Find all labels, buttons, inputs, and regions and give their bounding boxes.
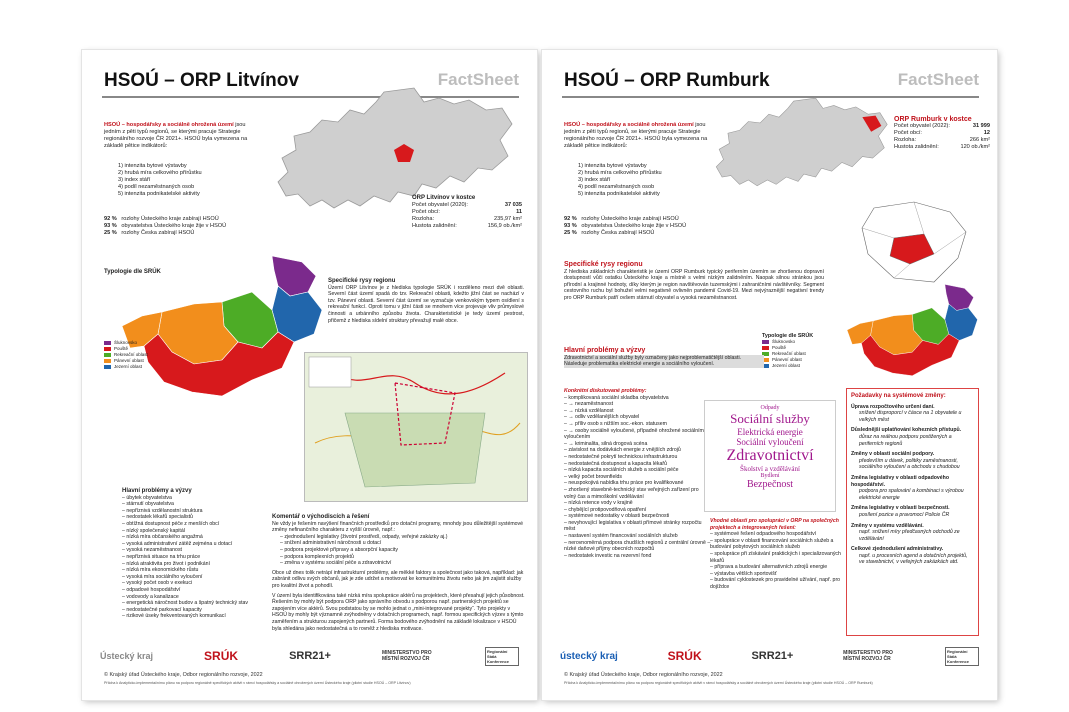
req-detail: např. u procesních agend a dotačních projektů, ve stavebnictví, v veřejných zakázkách atd. xyxy=(859,552,968,566)
page-title: HSOÚ – ORP Rumburk xyxy=(564,70,770,91)
bullet-marker: – xyxy=(564,486,569,493)
list-item-text: obtížná dostupnost péče z menších obcí xyxy=(126,520,220,527)
indicator-item: 3) index stáří xyxy=(578,177,611,183)
detail-map-drawing xyxy=(305,353,527,501)
legend-label: Šluknovsko xyxy=(114,340,138,345)
factsheet-page-litvinov xyxy=(82,50,537,700)
list-item xyxy=(280,547,526,554)
indicator-item: 5) intenzita podnikatelské aktivity xyxy=(118,191,200,197)
stat-text: rozlohy Ústeckého kraje zabírají HSOÚ xyxy=(121,216,219,222)
typology-map xyxy=(102,256,332,402)
indicator-item: 1) intenzita bytové výstavby xyxy=(578,163,647,169)
bullet-marker: – xyxy=(122,494,127,501)
req-heading: Celkové zjednodušení administrativy. xyxy=(851,546,944,553)
req-heading: Změna legislativy v oblasti odpadového hospodářství. xyxy=(851,474,950,488)
list-item xyxy=(564,461,712,468)
list-item-text: systémové řešení odpadového hospodářství xyxy=(714,531,817,538)
legend-label: Šluknovsko xyxy=(772,339,796,344)
list-item-text: → kriminalita, silná drogová scéna xyxy=(568,440,648,447)
bullet-marker: – xyxy=(710,570,715,577)
list-item-text: chybějící protipovodňová opatření xyxy=(568,506,647,513)
bullet-marker: – xyxy=(710,550,715,557)
list-item-text: nedostatečné parkovací kapacity xyxy=(126,606,202,613)
bullet-marker: – xyxy=(564,427,569,434)
typology-map xyxy=(834,280,984,384)
bullet-marker: – xyxy=(122,501,127,508)
list-item xyxy=(122,553,285,561)
list-item xyxy=(564,537,715,553)
bullet-marker: – xyxy=(122,567,127,574)
list-item xyxy=(564,401,712,408)
indicator-item: 3) index stáří xyxy=(118,177,151,183)
comment-section xyxy=(272,514,526,632)
key-fact-value: 11 xyxy=(516,209,522,215)
req-list xyxy=(851,404,974,566)
list-item-text: → nízká vzdělanost xyxy=(568,407,614,414)
list-item-text: změna v systému sociální péče a zdravotnictví xyxy=(284,560,392,567)
list-item xyxy=(710,531,844,538)
cooperation-section xyxy=(710,518,844,591)
logo-sruk: SRÚK xyxy=(667,649,702,663)
req-heading: Úprava rozpočtového určení daní. xyxy=(851,403,935,410)
list-item xyxy=(280,554,526,561)
legend-item xyxy=(762,363,813,369)
list-item xyxy=(122,587,282,594)
list-item-text: nízký společenský kapitál xyxy=(126,527,185,534)
list-item-text: odpadové hospodářství xyxy=(126,586,181,593)
stats-block xyxy=(564,216,686,237)
key-fact-value: 12 xyxy=(983,130,990,136)
intro-paragraph xyxy=(104,122,254,150)
stats-block xyxy=(104,216,226,237)
detail-map xyxy=(304,352,528,502)
key-fact-value: 120 ob./km² xyxy=(960,144,990,150)
key-fact-label: Počet obcí: xyxy=(412,209,440,215)
specific-text: Z hlediska základních charakteristik je území ORP Rumburk typický periferním územím se zhoršenou dopravní dostupností vůči ostatku Ústeckého kraje a místně s velmi nízkým zalidněním. Naopak silnou stránkou jsou přírodní a krajinné hodnoty, díky kterým je region navštěvován tuzemskými i zahraničními návštěvníky. Segment cestovního ruchu byl bohužel velmi negativně ovlivněn pandemií Covid-19. Mezi nejvýraznější negativní trendy pro ORP Rumburk patří ovšem stárnutí obyvatel a vysoká nezaměstnanost. xyxy=(564,268,824,301)
logo-mmr: MINISTERSTVO PRO MÍSTNÍ ROZVOJ ČR xyxy=(843,650,893,662)
list-item xyxy=(122,514,282,521)
list-item-text: snížení administrativní náročnosti u dotací xyxy=(284,540,382,547)
list-item-text: výstavba větších sportovišť xyxy=(714,570,777,577)
stat-text: rozlohy Ústeckého kraje zabírají HSOÚ xyxy=(581,216,679,222)
bullet-marker: – xyxy=(280,533,285,540)
key-fact-label: Rozloha: xyxy=(412,216,435,222)
key-fact-label: Počet obcí: xyxy=(894,130,922,136)
bullet-marker: – xyxy=(564,414,569,421)
list-item xyxy=(710,571,844,578)
indicator-list xyxy=(578,163,662,198)
list-item xyxy=(564,500,712,507)
list-item xyxy=(564,513,712,520)
list-item-text: energetická náročnost budov a špatný technický stav xyxy=(126,600,249,607)
stat-text: obyvatelstva Ústeckého kraje žije v HSOÚ xyxy=(581,223,687,229)
factsheet-label: FactSheet xyxy=(897,70,979,89)
typology-legend xyxy=(104,340,148,370)
list-item xyxy=(564,520,712,533)
req-detail: především u dávek, politiky zaměstnanosti, sociálního vyloučení a obchodu s chudobou xyxy=(859,457,960,471)
list-item-text: nedostatečné pokrytí technickou infrastrukturou xyxy=(568,453,678,460)
list-item-text: → osoby sociálně vyloučené, případně ohrožené sociálním vyloučením xyxy=(564,427,704,441)
cloud-word: Sociální vyloučení xyxy=(736,437,804,447)
list-item xyxy=(564,408,712,415)
list-item xyxy=(122,567,282,574)
list-item-text: velký počet brownfields xyxy=(568,473,622,480)
list-item-text: nevyhovující legislativa v oblasti přímové stránky rozpočtu měst xyxy=(564,519,702,533)
cloud-word: Odpady xyxy=(760,405,780,411)
logo-rsk: Regionální Stálá Konference xyxy=(485,647,519,666)
comment-text-2: Obce už dnes tolik netrápí infrastrukturní problémy, ale měkké faktory a společnost jako taková, například: jak zabránit odlivu svých občanů, jak je zde udržet a motivovat ke komunitnímu životu nebo jak jim zajistit služby pro kvalitní život a pohodlí. xyxy=(272,569,524,589)
list-item-text: podpora komplexních projektů xyxy=(284,553,354,560)
list-item xyxy=(564,487,712,500)
specific-text: Území ORP Litvínov je z hlediska typologie SRÚK i rozděleno mezi dvě oblasti. Severní část území spadá do tzv. Rekreační oblasti, kdežto jižní část se nachází v tzv. Pánevní oblasti. Severní část území se vyznačuje venkovským typem osídlení s rekreační funkcí. Oproti tomu v jižní části se mnohem více projevuje vliv průmyslové činnosti a urbánního způsobu života. Charakteristické je tedy území pestrost, přičemž z hlediska sídelní struktury převažují malé obce. xyxy=(328,284,524,324)
legend-label: Jezerní oblast xyxy=(772,363,801,368)
problems-section xyxy=(564,348,764,368)
list-item xyxy=(122,546,285,554)
list-item-text: spolupráce v oblasti financování sociálních služeb a budování pobytových sociálních služeb xyxy=(710,537,834,551)
list-item-text: komplikovaná sociální skladba obyvatelstva xyxy=(568,394,669,401)
req-detail: snížení disproporcí v čásce na 1 obyvatele u velkých měst xyxy=(859,410,962,423)
list-item xyxy=(122,501,282,508)
req-heading: Změny v systému vzdělávání. xyxy=(851,522,924,529)
intro-text: jsou jedním z pěti typů regionů, se kterými pracuje Strategie regionálního rozvoje ČR 2021+. HSOÚ byla vymezena na základě pětice indikátorů: xyxy=(564,122,708,149)
stat-pct: 93 % xyxy=(104,223,117,229)
indicator-list xyxy=(118,163,202,198)
bullet-marker: – xyxy=(564,513,569,520)
bullet-marker: – xyxy=(122,540,127,547)
bullet-marker: – xyxy=(122,514,127,521)
page-title: HSOÚ – ORP Litvínov xyxy=(104,70,299,91)
logo-row xyxy=(100,642,519,670)
bullet-marker: – xyxy=(564,467,569,474)
bullet-marker: – xyxy=(280,560,285,567)
bullet-marker: – xyxy=(564,480,569,487)
key-fact-label: Hustota zalidnění: xyxy=(894,144,939,150)
logo-srr21: SRR21+ xyxy=(289,650,331,662)
bullet-marker: – xyxy=(564,533,569,540)
typology-title: Typologie dle SRÚK xyxy=(104,269,161,275)
legend-label: Pouště xyxy=(772,345,787,350)
key-facts-title: ORP Litvínov v kostce xyxy=(412,195,476,201)
logo-mmr: MINISTERSTVO PRO MÍSTNÍ ROZVOJ ČR xyxy=(381,650,432,662)
list-item xyxy=(564,480,712,487)
bullet-marker: – xyxy=(564,401,569,408)
legend-label: Jezerní oblast xyxy=(114,364,143,369)
req-heading: Důslednější uplatňování kohezních přístupů. xyxy=(851,427,962,434)
list-item-text: nízká atraktivita pro život i podnikání xyxy=(126,560,210,567)
problems-summary: Zdravotnictví a sociální služby byly označeny jako nejproblematičtější oblasti. Následuje problematika elektrické energie a sociálního vyloučení. xyxy=(564,355,764,368)
list-item-text: stárnutí obyvatelstva xyxy=(126,501,174,508)
list-item xyxy=(710,564,844,571)
bullet-marker: – xyxy=(122,527,127,534)
cloud-word: Školství a vzdělávání xyxy=(740,465,800,473)
key-fact-value: 235,97 km² xyxy=(494,216,522,222)
bullet-marker: – xyxy=(564,506,569,513)
req-detail: podpora pro spalování a kombinaci s výrobou elektrické energie xyxy=(859,488,964,501)
bullet-marker: – xyxy=(280,553,285,560)
specific-title: Specifické rysy regionu xyxy=(328,278,396,284)
bullet-marker: – xyxy=(710,531,715,538)
comment-title: Komentář o východiscích a řešení xyxy=(272,514,370,520)
intro-text: jsou jedním z pěti typů regionů, se kterými pracuje Strategie regionálního rozvoje ČR 2021+. HSOÚ byla vymezena na základě pětice indikátorů: xyxy=(104,122,248,149)
list-item-text: nízká retence vody v krajině xyxy=(568,500,633,507)
list-item xyxy=(122,613,282,620)
typology-legend xyxy=(762,333,813,369)
list-item-text: → odliv vzdělanějších obyvatel xyxy=(568,414,640,421)
stat-pct: 25 % xyxy=(104,230,117,236)
key-fact-label: Rozloha: xyxy=(894,137,917,143)
list-item-text: nedostatek lékařů specialistů xyxy=(126,514,193,521)
stat-text: rozlohy Česka zabírají HSOÚ xyxy=(121,230,195,236)
stat-pct: 93 % xyxy=(564,223,577,229)
key-fact-value: 266 km² xyxy=(969,137,990,143)
bullet-marker: – xyxy=(564,453,569,460)
list-item xyxy=(122,495,282,502)
comment-items xyxy=(272,534,526,567)
list-item xyxy=(122,580,282,587)
cloud-word: Zdravotnictví xyxy=(726,447,814,464)
legend-label: Pánevní oblast xyxy=(114,358,144,363)
bullet-marker: – xyxy=(564,460,569,467)
req-heading: Změna legislativy v oblasti bezpečnosti. xyxy=(851,505,950,512)
list-item xyxy=(710,551,844,564)
indicator-item: 4) podíl nezaměstnaných osob xyxy=(578,184,655,190)
problems-list xyxy=(122,494,285,620)
list-item xyxy=(280,534,526,541)
list-item-text: nepříznivá situace na trhu práce xyxy=(126,553,201,560)
req-heading: Změny v oblasti sociální podpory. xyxy=(851,451,935,458)
list-item-text: nedostatečná dostupnost a kapacita lékařů xyxy=(568,460,667,467)
list-item xyxy=(564,467,712,474)
bullet-marker: – xyxy=(280,546,285,553)
discussed-list xyxy=(564,394,715,560)
list-item xyxy=(122,533,285,541)
list-item xyxy=(564,421,712,428)
bullet-marker: – xyxy=(122,593,127,600)
bullet-marker: – xyxy=(564,440,569,447)
bullet-marker: – xyxy=(122,520,127,527)
list-item xyxy=(564,414,712,421)
bullet-marker: – xyxy=(122,613,127,620)
logo-rsk: Regionální Stálá Konference xyxy=(945,647,979,666)
key-fact-value: 37 035 xyxy=(504,202,522,208)
cloud-word: Sociální služby xyxy=(730,411,810,426)
list-item-text: systémové nedostatky v oblasti bezpečnosti xyxy=(568,513,670,520)
factsheet-label: FactSheet xyxy=(437,70,519,89)
discussed-section xyxy=(564,388,715,559)
word-cloud xyxy=(704,400,836,512)
bullet-marker: – xyxy=(710,564,715,571)
bullet-marker: – xyxy=(122,553,127,560)
bullet-marker: – xyxy=(122,507,127,514)
list-item-text: nerovnoměrná podpora chudších regionů z centrální úrovně – nízké daňové příjmy obecních rozpočtů xyxy=(564,539,711,553)
bullet-marker: – xyxy=(122,547,127,554)
list-item-text: budování cyklostezek pro pravidelné užívání, např. pro dojíždce xyxy=(710,577,841,590)
list-item xyxy=(122,521,282,528)
bullet-marker: – xyxy=(564,473,569,480)
list-item-text: nedostatek investic na rezervní fond xyxy=(568,552,652,559)
list-item xyxy=(564,474,712,481)
comment-text: Ne vždy je řešením navýšení finančních prostředků pro dotační programy, mnohdy jsou důležitější systémové změny nefinančního charakteru z vyšší úrovně, např.: xyxy=(272,520,524,534)
list-item-text: příprava a budování alternativních zdrojů energie xyxy=(714,564,828,571)
list-item xyxy=(122,528,282,535)
logo-sruk: SRÚK xyxy=(204,649,239,663)
bullet-marker: – xyxy=(564,552,569,559)
list-item-text: vodovody a kanalizace xyxy=(126,593,179,600)
list-item xyxy=(564,507,712,514)
list-item-text: nepříznivá vzdělanostní struktura xyxy=(126,507,203,514)
key-fact-label: Počet obyvatel (2022): xyxy=(894,123,950,129)
indicator-item: 1) intenzita bytové výstavby xyxy=(118,163,187,169)
bullet-marker: – xyxy=(564,407,569,414)
list-item xyxy=(280,540,526,547)
list-item-text: závislost na dodávkách energie z vnějších zdrojů xyxy=(568,447,681,454)
list-item-text: nízká kapacita sociálních služeb a sociální péče xyxy=(568,467,679,474)
list-item xyxy=(564,550,715,560)
specific-features xyxy=(328,278,524,324)
list-item xyxy=(122,600,282,607)
legend-item xyxy=(104,364,148,370)
bullet-marker: – xyxy=(564,394,569,401)
list-item xyxy=(710,538,844,551)
coop-list xyxy=(710,531,844,590)
list-item xyxy=(564,428,712,441)
bullet-marker: – xyxy=(122,580,127,587)
bullet-marker: – xyxy=(122,586,127,593)
legend-label: Rekreační oblast xyxy=(772,351,806,356)
list-item-text: → příliv osob s nižším soc.-ekon. statusem xyxy=(568,420,667,427)
list-item xyxy=(564,447,712,454)
problems-title: Hlavní problémy a výzvy xyxy=(122,488,192,494)
key-facts-box xyxy=(894,116,990,151)
legend-label: Pouště xyxy=(114,346,129,351)
list-item xyxy=(280,560,526,567)
cloud-word: Bezpečnost xyxy=(746,479,794,490)
intro-bold: HSOÚ – hospodářsky a sociálně ohrožená území xyxy=(104,122,234,128)
req-detail: důraz na reálnou podporu postižených a periferních regionů xyxy=(859,433,952,447)
list-item xyxy=(122,540,285,548)
municipal-map xyxy=(854,198,980,290)
stat-pct: 92 % xyxy=(564,216,577,222)
footer-copyright: © Krajský úřad Ústeckého kraje, Odbor regionálního rozvoje, 2022 xyxy=(104,672,263,678)
list-item-text: vysoký počet osob v exekuci xyxy=(126,580,193,587)
bullet-marker: – xyxy=(122,573,127,580)
list-item-text: úbytek obyvatelstva xyxy=(126,494,172,501)
list-item-text: vysoká míra sociálního vyloučení xyxy=(126,573,203,580)
list-item-text: zhoršený stavebně-technický stav veřejných zařízení pro volný čas a mimoškolní vzdělávání xyxy=(564,486,699,500)
cloud-word: Elektrická energie xyxy=(737,427,803,437)
coop-title: Vhodné oblasti pro spolupráci v ORP na společných projektech a integrovaných řešení: xyxy=(710,518,839,531)
list-item-text: nastavení systém financování sociálních služeb xyxy=(568,533,678,540)
indicator-item: 5) intenzita podnikatelské aktivity xyxy=(578,191,660,197)
bullet-marker: – xyxy=(564,539,569,546)
list-item xyxy=(710,577,844,590)
indicator-item: 4) podíl nezaměstnaných osob xyxy=(118,184,195,190)
problems-title: Hlavní problémy a výzvy xyxy=(564,347,646,354)
intro-paragraph xyxy=(564,122,714,150)
bullet-marker: – xyxy=(280,540,285,547)
indicator-item: 2) hrubá míra celkového přírůstku xyxy=(118,170,202,176)
bullet-marker: – xyxy=(564,500,569,507)
indicator-item: 2) hrubá míra celkového přírůstku xyxy=(578,170,662,176)
list-item xyxy=(122,607,282,614)
list-item-text: vysoká nezaměstnanost xyxy=(126,547,182,554)
bullet-marker: – xyxy=(122,600,127,607)
list-item xyxy=(564,531,715,540)
bullet-marker: – xyxy=(122,534,127,541)
list-item-text: podpora projektové přípravy a absorpční kapacity xyxy=(284,546,398,553)
region-outline-map xyxy=(706,90,896,210)
logo-row xyxy=(560,642,979,670)
list-item-text: neuspokojivá nabídka trhu práce pro kvalifikované xyxy=(568,480,684,487)
factsheet-page-rumburk xyxy=(542,50,997,700)
logo-srr21: SRR21+ xyxy=(751,650,794,662)
footer-note: Příloha k Analyticko-implementačnímu plánu na podporu regionálně specifických aktivit v rámci hospodářsky a sociálně ohrožených území Ústeckého kraje (pilotní studie HSOÚ – ORP Rumburk) xyxy=(564,681,873,685)
typology-title: Typologie dle SRÚK xyxy=(762,333,814,339)
logo-ustecky-kraj: Ústecký kraj xyxy=(100,651,154,661)
req-detail: posílení pozice a pravomocí Policie ČR xyxy=(859,511,950,518)
list-item xyxy=(564,454,712,461)
specific-title: Specifické rysy regionu xyxy=(564,261,643,268)
footer-copyright: © Krajský úřad Ústeckého kraje, Odbor regionálního rozvoje, 2022 xyxy=(564,672,723,678)
key-facts-box xyxy=(412,195,522,230)
footer-note: Příloha k Analyticko-implementačnímu plánu na podporu regionálně specifických aktivit v rámci hospodářsky a sociálně ohrožených území Ústeckého kraje (pilotní studie HSOÚ – ORP Litvínov) xyxy=(104,681,411,685)
bullet-marker: – xyxy=(122,606,127,613)
bullet-marker: – xyxy=(122,560,127,567)
list-item-text: nízká míra ekonomického růstu xyxy=(126,567,199,574)
key-fact-label: Počet obyvatel (2020): xyxy=(412,202,468,208)
legend-label: Rekreační oblast xyxy=(114,352,148,357)
key-facts-title: ORP Rumburk v kostce xyxy=(894,116,972,123)
stat-text: rozlohy Česka zabírají HSOÚ xyxy=(581,230,655,236)
stat-pct: 25 % xyxy=(564,230,577,236)
legend-label: Pánevní oblast xyxy=(772,357,802,362)
req-detail: např. snížení míry předčasných odchodů ze vzdělávání xyxy=(859,529,960,542)
list-item-text: rizikové úseky frekventovaných komunikací xyxy=(126,613,226,620)
list-item-text: → nezaměstnanost xyxy=(568,401,614,408)
bullet-marker: – xyxy=(564,420,569,427)
list-item-text: nízká míra občanského angažmá xyxy=(126,534,203,541)
list-item-text: spolupráce při získávání praktických i specializovaných lékařů xyxy=(710,550,841,564)
req-title: Požadavky na systémové změny: xyxy=(851,393,946,399)
cloud-word: Bydlení xyxy=(760,473,780,479)
list-item-text: zjednodušení legislativy (životní prostředí, odpady, veřejné zakázky aj.) xyxy=(284,533,448,540)
key-fact-label: Hustota zalidnění: xyxy=(412,223,457,229)
stat-text: obyvatelstva Ústeckého kraje žije v HSOÚ xyxy=(121,223,227,229)
list-item xyxy=(122,574,282,581)
requirements-box xyxy=(846,388,979,636)
key-fact-value: 31 999 xyxy=(972,123,990,129)
intro-bold: HSOÚ – hospodářsky a sociálně ohrožená území xyxy=(564,122,694,128)
stat-pct: 92 % xyxy=(104,216,117,222)
comment-text-3: V území byla identifikována také nízká míra spolupráce aktérů na projektech, které přesahují jejich působnost. Řešením by mohly být podpora ORP jako správního obvodu s podporou např. partnerských projektů se zapojením více aktérů. Svou podstatou by se mohlo jednat o „mini-integrované projekty“. Tyto projekty v HSOÚ by mohly být významně zvýhodněny v dotačních programech, např. formou specifických výzev s týmto zaměřením a strukturou zapojených partnerů. Forma bodového zvýhodnění na základě lokalizace v HSOÚ byla shledána jako nedostatečná a to rovněž z hlediska motivace. xyxy=(272,592,525,632)
bullet-marker: – xyxy=(710,537,715,544)
bullet-marker: – xyxy=(564,447,569,454)
logo-ustecky-kraj: ústecký kraj xyxy=(560,650,618,662)
key-fact-value: 156,9 ob./km² xyxy=(487,223,522,229)
list-item-text: vysoká administrativní zátěž zejména u dotací xyxy=(126,540,233,547)
list-item xyxy=(564,395,712,402)
problems-section xyxy=(122,488,285,620)
list-item xyxy=(122,594,282,601)
specific-features xyxy=(564,262,824,302)
bullet-marker: – xyxy=(710,577,715,584)
discussed-title: Konkrétní diskutované problémy: xyxy=(564,388,647,394)
bullet-marker: – xyxy=(564,519,569,526)
